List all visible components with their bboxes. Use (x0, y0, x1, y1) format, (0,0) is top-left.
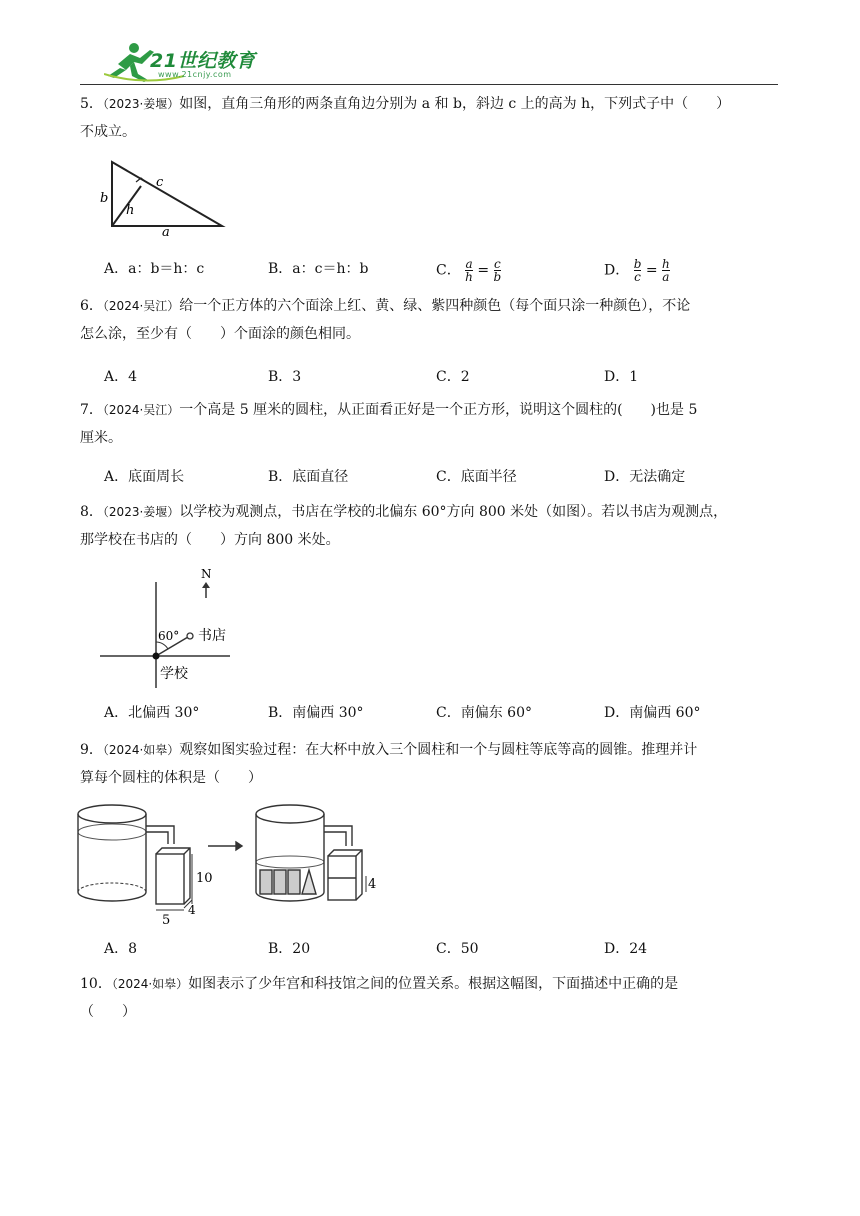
water-rise-4-label: 4 (368, 877, 377, 892)
question-6-options (104, 366, 784, 390)
option-c[interactable]: C．底面半径 (436, 469, 517, 485)
option-c[interactable]: C．50 (436, 941, 479, 957)
question-5-line1: 5．（2023·姜堰）如图，直角三角形的两条直角边分别为 a 和 b，斜边 c 上的高为 h，下列式子中（ ） (80, 96, 731, 112)
question-7 (80, 396, 780, 452)
option-d[interactable]: D． $\frac{b}{c}$ = $\frac{h}{a}$ (604, 257, 670, 284)
height-10-label: 10 (196, 871, 213, 886)
label-a: a (162, 225, 170, 238)
angle-label: 60° (158, 629, 180, 643)
question-6-line1: 6．（2024·吴江）给一个正方体的六个面涂上红、黄、绿、紫四种颜色（每个面只涂一种颜色），不论 (80, 298, 691, 314)
option-d[interactable]: D．24 (604, 941, 648, 957)
question-8-options (104, 702, 784, 726)
question-8 (80, 498, 780, 554)
label-b: b (100, 191, 109, 206)
question-5-options (104, 258, 784, 282)
arrow-icon (208, 842, 242, 850)
depth-4-label: 4 (188, 903, 196, 917)
option-a[interactable]: A．a：b＝h：c (104, 261, 205, 277)
question-7-line1: 7．（2024·吴江）一个高是 5 厘米的圆柱，从正面看正好是一个正方形，说明这个圆柱的( )也是 5 (80, 402, 698, 418)
option-a[interactable]: A．4 (104, 369, 138, 385)
question-5-line2: 不成立。 (80, 124, 136, 140)
question-8-line2: 那学校在书店的（ ）方向 800 米处。 (80, 532, 340, 548)
question-10-line2: （ ） (80, 1004, 136, 1020)
option-d[interactable]: D．1 (604, 369, 639, 385)
option-c[interactable]: C．南偏东 60° (436, 705, 532, 721)
right-triangle-figure (98, 158, 228, 238)
option-b[interactable]: B．a：c＝h：b (268, 261, 369, 277)
school-label: 学校 (160, 666, 188, 682)
option-d[interactable]: D．南偏西 60° (604, 705, 701, 721)
question-9-options (104, 938, 784, 962)
option-c[interactable]: C． $\frac{a}{h}$ = $\frac{c}{b}$ (436, 257, 502, 284)
option-b[interactable]: B．底面直径 (268, 469, 349, 485)
bookstore-label: 书店 (198, 628, 226, 644)
question-9-line2: 算每个圆柱的体积是（ ） (80, 770, 262, 786)
compass-direction-figure (98, 562, 238, 690)
option-a[interactable]: A．底面周长 (104, 469, 185, 485)
label-c: c (156, 175, 164, 190)
option-a[interactable]: A．8 (104, 941, 138, 957)
question-5 (80, 90, 780, 146)
header-divider (80, 84, 778, 85)
option-b[interactable]: B．3 (268, 369, 302, 385)
question-10-line1: 10．（2024·如皋）如图表示了少年宫和科技馆之间的位置关系。根据这幅图，下面描述中正确的是 (80, 976, 679, 992)
question-6 (80, 292, 780, 348)
north-label: N (201, 567, 212, 581)
question-10 (80, 970, 780, 1026)
width-5-label: 5 (162, 913, 171, 928)
question-9 (80, 736, 780, 792)
question-6-line2: 怎么涂，至少有（ ）个面涂的颜色相同。 (80, 326, 360, 342)
cup-before (78, 805, 192, 910)
logo-url: www.21cnjy.com (158, 70, 232, 79)
question-7-line2: 厘米。 (80, 430, 122, 446)
question-9-line1: 9．（2024·如皋）观察如图实验过程：在大杯中放入三个圆柱和一个与圆柱等底等高的圆锥。推理并计 (80, 742, 698, 758)
cup-after (256, 805, 366, 901)
option-a[interactable]: A．北偏西 30° (104, 705, 200, 721)
option-c[interactable]: C．2 (436, 369, 470, 385)
option-d[interactable]: D．无法确定 (604, 469, 686, 485)
label-h: h (126, 203, 135, 218)
question-8-line1: 8．（2023·姜堰）以学校为观测点，书店在学校的北偏东 60°方向 800 米处（如图）。若以书店为观测点， (80, 504, 728, 520)
question-7-options (104, 466, 784, 490)
logo-text: 21世纪教育 (150, 50, 256, 72)
option-b[interactable]: B．20 (268, 941, 311, 957)
option-b[interactable]: B．南偏西 30° (268, 705, 364, 721)
cup-experiment-figure (76, 800, 386, 928)
